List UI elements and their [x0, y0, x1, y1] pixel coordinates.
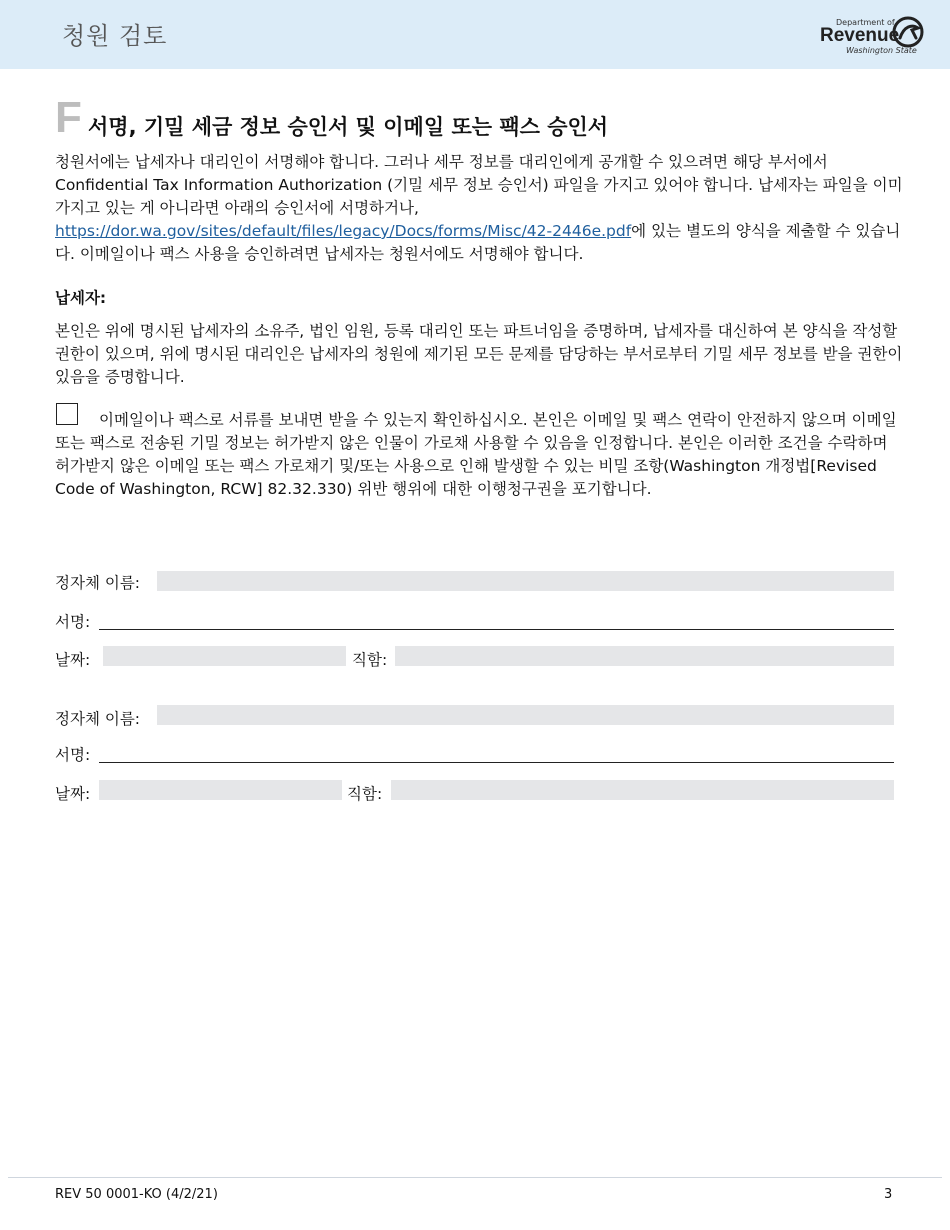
date-field[interactable] [103, 646, 346, 666]
page-number: 3 [884, 1187, 893, 1202]
form-id: REV 50 0001-KO (4/2/21) [55, 1187, 218, 1202]
header-title: 청원 검토 [62, 22, 168, 50]
intro-text-before: 청원서에는 납세자나 대리인이 서명해야 합니다. 그러나 세무 정보를 대리인에게 공개할 수 있으려면 해당 부서에서 Confidential Tax Information Authorization (기밀 세무 정보 승인서) 파일을 가지고 있어야 합니다. 납세자는 파일을 이미 가지고 있는 게 아니라면 아래의 승인서에 서명하거나, [55, 153, 903, 217]
intro-paragraph [55, 151, 905, 266]
signature-label: 서명: [55, 613, 91, 631]
section-title: 서명, 기밀 세금 정보 승인서 및 이메일 또는 팩스 승인서 [88, 115, 609, 139]
signature-line[interactable] [99, 762, 894, 763]
title-label: 직함: [352, 651, 388, 669]
form-link[interactable]: https://dor.wa.gov/sites/default/files/legacy/Docs/forms/Misc/42-2446e.pdf [55, 222, 632, 240]
taxpayer-statement: 본인은 위에 명시된 납세자의 소유주, 법인 임원, 등록 대리인 또는 파트너임을 증명하며, 납세자를 대신하여 본 양식을 작성할 권한이 있으며, 위에 명시된 대리인은 납세자의 청원에 제기된 모든 문제를 담당하는 부서로부터 기밀 세무 정보를 받을 권한이 있음을 증명합니다. [55, 322, 903, 386]
date-field[interactable] [99, 780, 342, 800]
title-field[interactable] [391, 780, 894, 800]
footer-divider [8, 1177, 942, 1178]
intro-text-after: 에 있는 별도의 양식을 제출할 수 있습니다. 이메일이나 팩스 사용을 승인하려면 납세자는 청원서에도 서명해야 합니다. [55, 222, 901, 263]
logo-department-text: Department of [836, 18, 895, 27]
print-name-label: 정자체 이름: [55, 574, 141, 592]
page-header [0, 0, 950, 69]
date-label: 날짜: [55, 651, 91, 669]
signature-label: 서명: [55, 746, 91, 764]
date-label: 날짜: [55, 785, 91, 803]
logo-state-text: Washington State [846, 46, 917, 55]
email-fax-consent-text: 이메일이나 팩스로 서류를 보내면 받을 수 있는지 확인하십시오. 본인은 이메일 및 팩스 연락이 안전하지 않으며 이메일 또는 팩스로 전송된 기밀 정보는 허가받지 않은 인물이 가로채 사용할 수 있음을 인정합니다. 본인은 이러한 조건을 수락하며 허가받지 않은 이메일 또는 팩스 가로채기 및/또는 사용으로 인해 발생할 수 있는 비밀 조항(Washington 개정법[Revised Code of Washington, RCW] 82.32.330) 위반 행위에 대한 이행청구권을 포기합니다. [55, 411, 897, 498]
logo-revenue-text: Revenue [820, 25, 900, 46]
print-name-label: 정자체 이름: [55, 710, 141, 728]
title-field[interactable] [395, 646, 894, 666]
revenue-emblem-icon [892, 16, 924, 48]
taxpayer-heading: 납세자: [55, 289, 107, 307]
signature-line[interactable] [99, 629, 894, 630]
print-name-field[interactable] [157, 571, 894, 591]
print-name-field[interactable] [157, 705, 894, 725]
title-label: 직함: [347, 785, 383, 803]
revenue-logo [820, 14, 930, 58]
section-letter: F [55, 93, 82, 142]
